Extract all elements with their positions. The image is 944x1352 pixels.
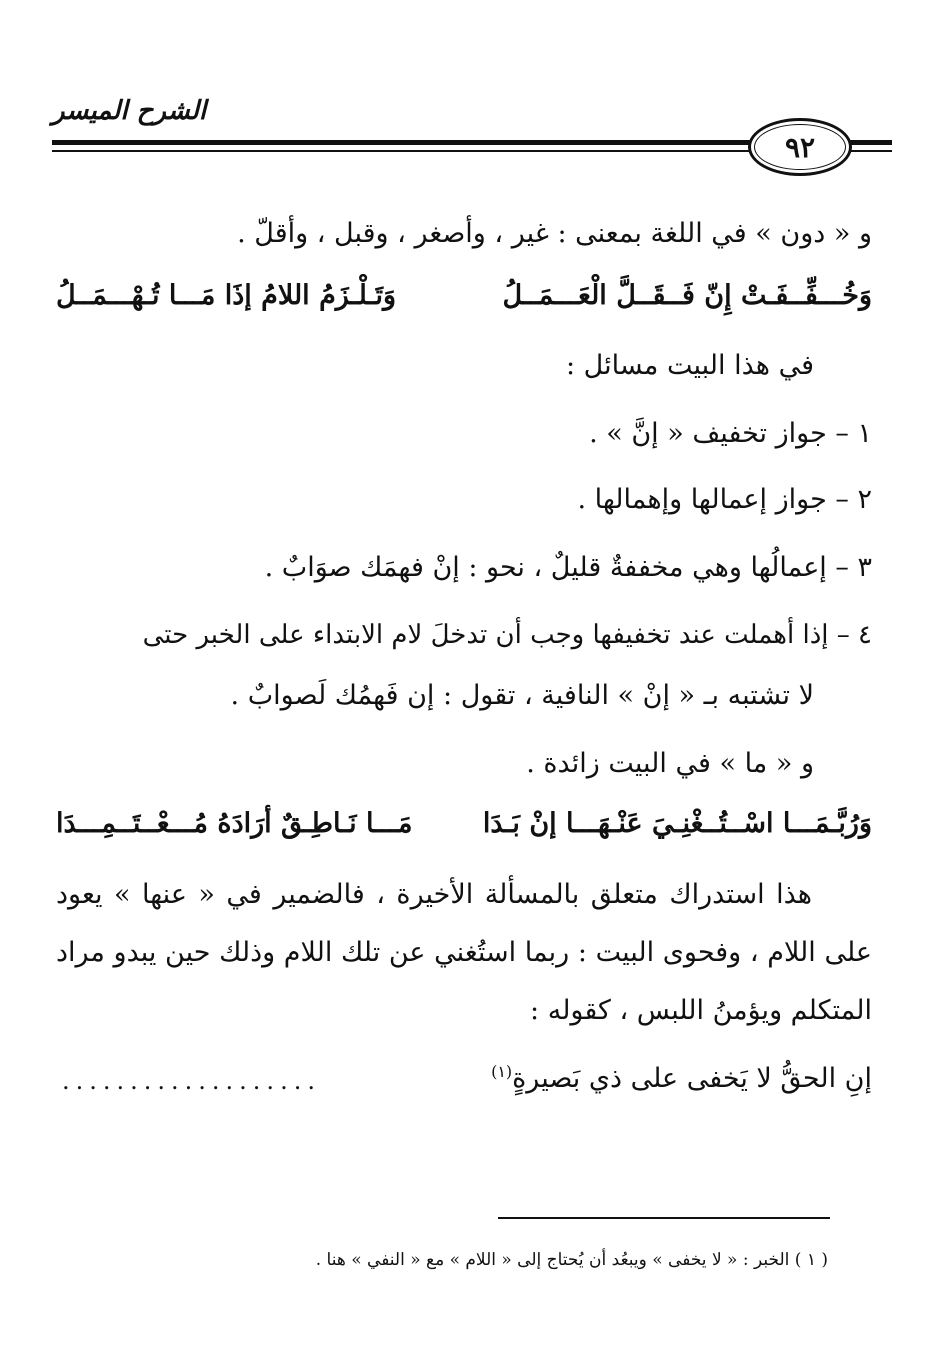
page-number-oval [748,118,852,176]
issue-item-2: ٢ – جواز إعمالها وإهمالها . [577,484,872,515]
quoted-verse [491,1062,872,1094]
issue-item-4-line2: لا تشتبه بـ « إنْ » النافية ، تقول : إن فَهمُك لَصوابٌ . [230,680,814,711]
page-header [0,0,944,190]
verse2-right-hemistich: وَرُبَّـمَـــا اسْــتُــغْنِـيَ عَنْـهَـــا إنْ بَـدَا [482,808,872,839]
issue-item-4-line1: ٤ – إذا أهملت عند تخفيفها وجب أن تدخلَ لام الابتداء على الخبر حتى [142,620,872,650]
verse2-left-hemistich: مَـــا نَـاطِـقٌ أرَادَهُ مُـــعْــتَــمِـــدَا [56,808,413,839]
ellipsis-dots: ................... [62,1067,321,1095]
quoted-verse-text: إنِ الحقُّ لا يَخفى على ذي بَصيرةٍ [512,1063,872,1094]
footnote-text: ( ١ ) الخبر : « لا يخفى » ويبعُد أن يُحتاج إلى « اللام » مع « النفي » هنا . [315,1250,828,1270]
verse1-left-hemistich: وَتَـلْـزَمُ اللامُ إذَا مَـــا تُـهْـــمَــلُ [56,280,397,311]
page-number: ٩٢ [784,130,816,164]
verse1-right-hemistich: وَخُـــفِّــفَـتْ إِنّ فَــقَــلَّ الْعَـــمَــلُ [502,280,872,311]
ma-note: و « ما » في البيت زائدة . [526,748,814,779]
issues-intro: في هذا البيت مسائل : [565,350,814,381]
issue-item-1: ١ – جواز تخفيف « إنَّ » . [589,418,872,449]
footnote-marker: (١) [491,1062,513,1081]
issue-item-3: ٣ – إعمالُها وهي مخففةٌ قليلٌ ، نحو : إنْ فهمَك صوَابٌ . [264,552,872,583]
running-title: الشرح الميسر [52,96,207,126]
text-line-dun: و « دون » في اللغة بمعنى : غير ، وأصغر ، وقبل ، وأقلّ . [237,218,872,249]
footnote-separator [498,1217,830,1219]
explanation-paragraph: هذا استدراك متعلق بالمسألة الأخيرة ، فالضمير في « عنها » يعود على اللام ، وفحوى البيت : ربما استُغني عن تلك اللام وذلك حين يبدو مراد المتكلم ويؤمنُ اللبس ، كقوله : [56,879,872,1026]
